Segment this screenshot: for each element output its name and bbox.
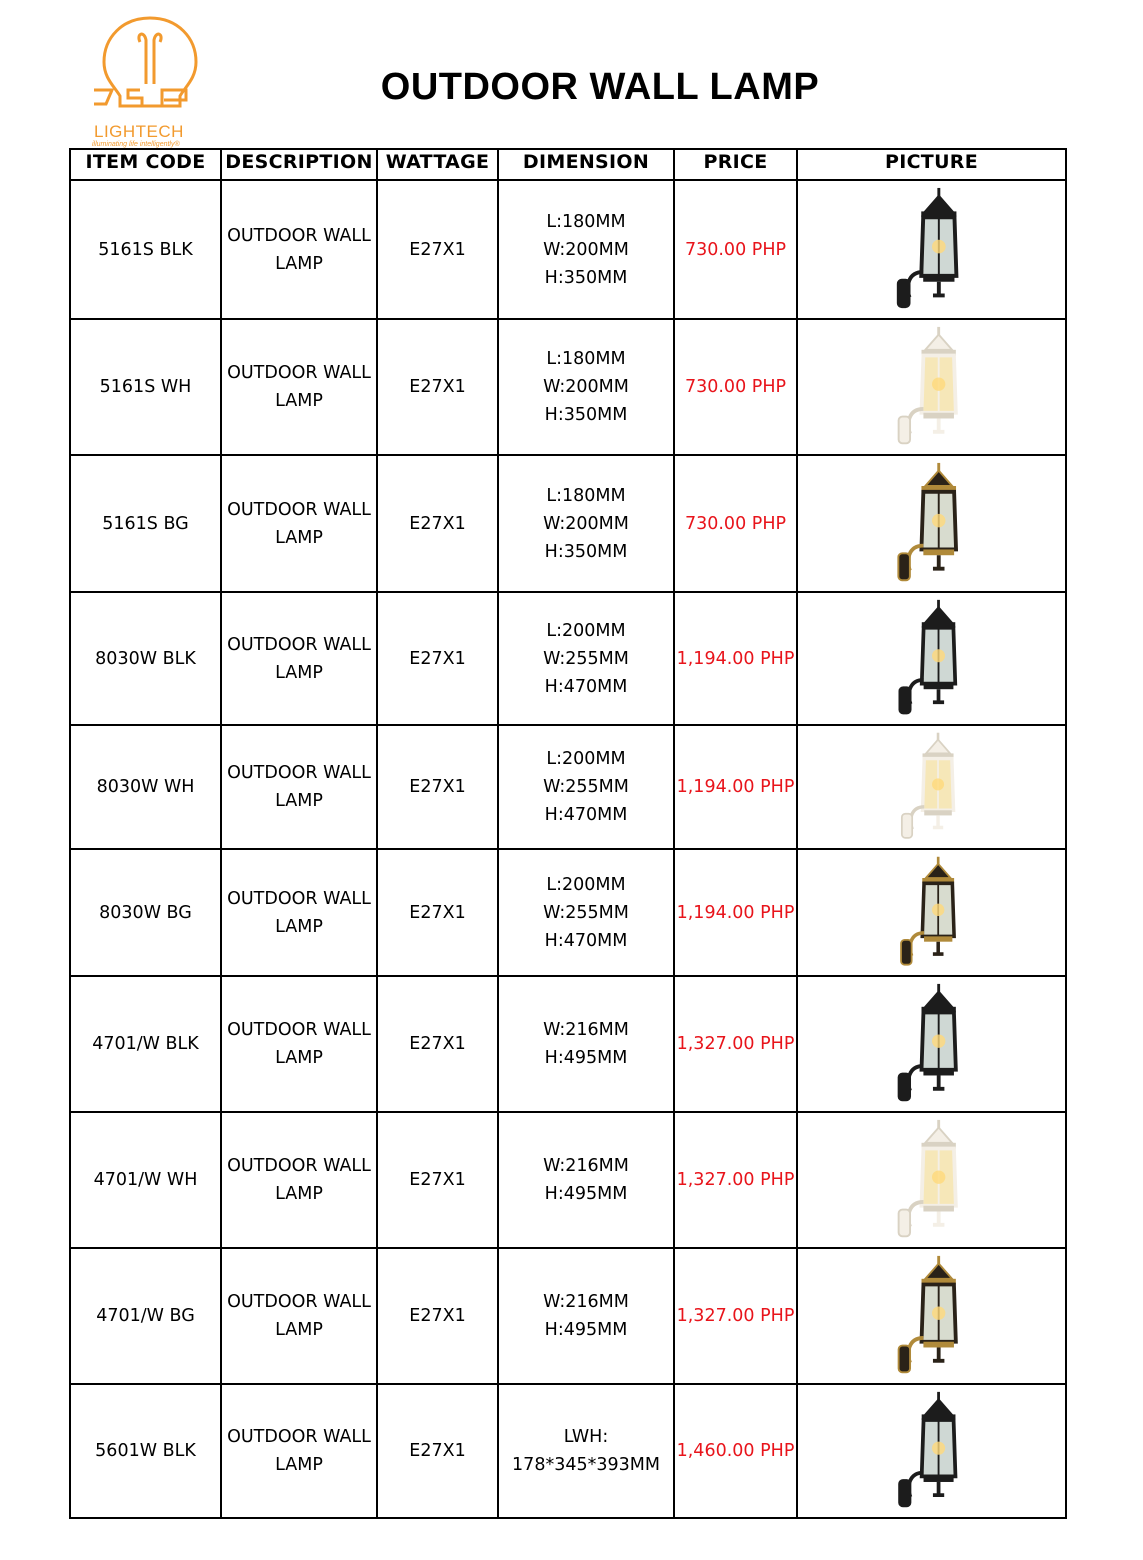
item-code-cell: 5161S BG: [70, 455, 221, 592]
table-row: [70, 180, 1066, 319]
description-cell: [221, 725, 377, 849]
dimension-line: H:495MM: [544, 1048, 628, 1068]
price-cell: 1,327.00 PHP: [674, 1112, 797, 1248]
description-line: LAMP: [275, 1048, 323, 1068]
item-code-cell: 4701/W WH: [70, 1112, 221, 1248]
header-price: PRICE: [674, 149, 797, 180]
wall-lamp-image: [887, 855, 977, 970]
dimension-line: H:350MM: [544, 405, 628, 425]
description-line: OUTDOOR WALL: [227, 1020, 371, 1040]
table-row: [70, 725, 1066, 849]
dimension-cell: [498, 725, 674, 849]
wattage-cell: E27X1: [377, 849, 498, 976]
wattage-cell: E27X1: [377, 319, 498, 455]
picture-cell: [797, 1384, 1066, 1518]
wall-lamp-image: [887, 461, 977, 586]
dimension-line: W:255MM: [543, 902, 629, 923]
description-cell: [221, 455, 377, 592]
dimension-cell: [498, 180, 674, 319]
wall-lamp-image: [887, 598, 977, 719]
picture-cell: [797, 976, 1066, 1112]
description-line: OUTDOOR WALL: [227, 763, 371, 783]
description-line: OUTDOOR WALL: [227, 363, 371, 383]
picture-cell: [797, 455, 1066, 592]
dimension-cell: [498, 1384, 674, 1518]
dimension-line: H:350MM: [544, 541, 628, 562]
description-cell: [221, 976, 377, 1112]
description-line: LAMP: [275, 1320, 323, 1340]
picture-cell: [797, 849, 1066, 976]
table-row: [70, 319, 1066, 455]
price-cell: 1,194.00 PHP: [674, 725, 797, 849]
description-line: LAMP: [275, 253, 323, 274]
price-cell: 1,327.00 PHP: [674, 1248, 797, 1384]
picture-cell: [797, 319, 1066, 455]
description-line: LAMP: [275, 527, 323, 548]
dimension-line: LWH:: [563, 1427, 609, 1447]
item-code-cell: 8030W BG: [70, 849, 221, 976]
wattage-cell: E27X1: [377, 1248, 498, 1384]
wattage-cell: E27X1: [377, 725, 498, 849]
item-code-cell: 4701/W BG: [70, 1248, 221, 1384]
item-code-cell: 4701/W BLK: [70, 976, 221, 1112]
dimension-cell: [498, 455, 674, 592]
description-cell: [221, 180, 377, 319]
description-cell: [221, 849, 377, 976]
picture-cell: [797, 1112, 1066, 1248]
wall-lamp-image: [887, 1118, 977, 1242]
description-cell: [221, 1248, 377, 1384]
dimension-cell: [498, 1112, 674, 1248]
wattage-cell: E27X1: [377, 1384, 498, 1518]
item-code-cell: 5161S WH: [70, 319, 221, 455]
price-cell: 730.00 PHP: [674, 319, 797, 455]
product-table: [69, 148, 1067, 1519]
price-cell: 1,327.00 PHP: [674, 976, 797, 1112]
header-description: DESCRIPTION: [221, 149, 377, 180]
wattage-cell: E27X1: [377, 455, 498, 592]
dimension-line: L:200MM: [546, 749, 626, 769]
wall-lamp-image: [887, 1254, 977, 1378]
description-line: OUTDOOR WALL: [227, 499, 371, 520]
table-header-row: [70, 149, 1066, 180]
price-cell: 730.00 PHP: [674, 455, 797, 592]
wall-lamp-image: [887, 982, 977, 1106]
wattage-cell: E27X1: [377, 1112, 498, 1248]
description-line: OUTDOOR WALL: [227, 1427, 371, 1447]
dimension-line: H:470MM: [544, 805, 628, 825]
dimension-cell: [498, 976, 674, 1112]
dimension-line: L:180MM: [546, 349, 626, 369]
dimension-line: L:180MM: [546, 485, 626, 506]
header-dimension: DIMENSION: [498, 149, 674, 180]
picture-cell: [797, 725, 1066, 849]
dimension-line: L:200MM: [546, 620, 626, 641]
table-row: [70, 849, 1066, 976]
wattage-cell: E27X1: [377, 592, 498, 725]
wall-lamp-image: [887, 325, 977, 449]
logo-brand-text: LIGHTECH: [94, 122, 184, 141]
dimension-line: W:200MM: [543, 239, 629, 260]
description-line: OUTDOOR WALL: [227, 1156, 371, 1176]
item-code-cell: 8030W WH: [70, 725, 221, 849]
dimension-cell: [498, 1248, 674, 1384]
wall-lamp-image: [887, 731, 977, 843]
item-code-cell: 5601W BLK: [70, 1384, 221, 1518]
header-wattage: WATTAGE: [377, 149, 498, 180]
price-cell: 1,194.00 PHP: [674, 592, 797, 725]
header-item-code: ITEM CODE: [70, 149, 221, 180]
price-cell: 1,194.00 PHP: [674, 849, 797, 976]
dimension-line: W:255MM: [543, 648, 629, 669]
dimension-line: L:180MM: [546, 211, 626, 232]
table-row: [70, 455, 1066, 592]
dimension-line: H:470MM: [544, 676, 628, 697]
price-cell: 730.00 PHP: [674, 180, 797, 319]
description-line: LAMP: [275, 791, 323, 811]
description-line: LAMP: [275, 391, 323, 411]
description-line: LAMP: [275, 916, 323, 937]
dimension-line: H:470MM: [544, 930, 628, 951]
description-cell: [221, 592, 377, 725]
description-cell: [221, 319, 377, 455]
dimension-cell: [498, 319, 674, 455]
wall-lamp-image: [887, 186, 977, 313]
dimension-line: W:255MM: [543, 777, 629, 797]
dimension-line: W:216MM: [543, 1156, 629, 1176]
description-line: OUTDOOR WALL: [227, 225, 371, 246]
dimension-cell: [498, 592, 674, 725]
table-row: [70, 592, 1066, 725]
logo-tagline: illuminating life intelligently®: [92, 141, 180, 148]
dimension-line: W:200MM: [543, 377, 629, 397]
description-line: OUTDOOR WALL: [227, 888, 371, 909]
wattage-cell: E27X1: [377, 180, 498, 319]
dimension-line: H:350MM: [544, 267, 628, 288]
table-row: [70, 1112, 1066, 1248]
description-cell: [221, 1112, 377, 1248]
description-line: LAMP: [275, 1455, 323, 1475]
description-line: LAMP: [275, 1184, 323, 1204]
wattage-cell: E27X1: [377, 976, 498, 1112]
description-line: LAMP: [275, 662, 323, 683]
page-title: OUTDOOR WALL LAMP: [380, 66, 820, 108]
company-logo: [90, 14, 210, 148]
bulb-logo-icon: [90, 14, 210, 124]
dimension-line: W:216MM: [543, 1020, 629, 1040]
description-cell: [221, 1384, 377, 1518]
table-row: [70, 976, 1066, 1112]
header-picture: PICTURE: [797, 149, 1066, 180]
dimension-line: W:216MM: [543, 1292, 629, 1312]
dimension-line: W:200MM: [543, 513, 629, 534]
dimension-line: 178*345*393MM: [512, 1455, 660, 1475]
picture-cell: [797, 180, 1066, 319]
wall-lamp-image: [887, 1390, 977, 1512]
table-row: [70, 1248, 1066, 1384]
description-line: OUTDOOR WALL: [227, 1292, 371, 1312]
item-code-cell: 5161S BLK: [70, 180, 221, 319]
item-code-cell: 8030W BLK: [70, 592, 221, 725]
dimension-line: L:200MM: [546, 874, 626, 895]
price-cell: 1,460.00 PHP: [674, 1384, 797, 1518]
table-row: [70, 1384, 1066, 1518]
picture-cell: [797, 1248, 1066, 1384]
dimension-line: H:495MM: [544, 1320, 628, 1340]
dimension-cell: [498, 849, 674, 976]
description-line: OUTDOOR WALL: [227, 634, 371, 655]
dimension-line: H:495MM: [544, 1184, 628, 1204]
picture-cell: [797, 592, 1066, 725]
